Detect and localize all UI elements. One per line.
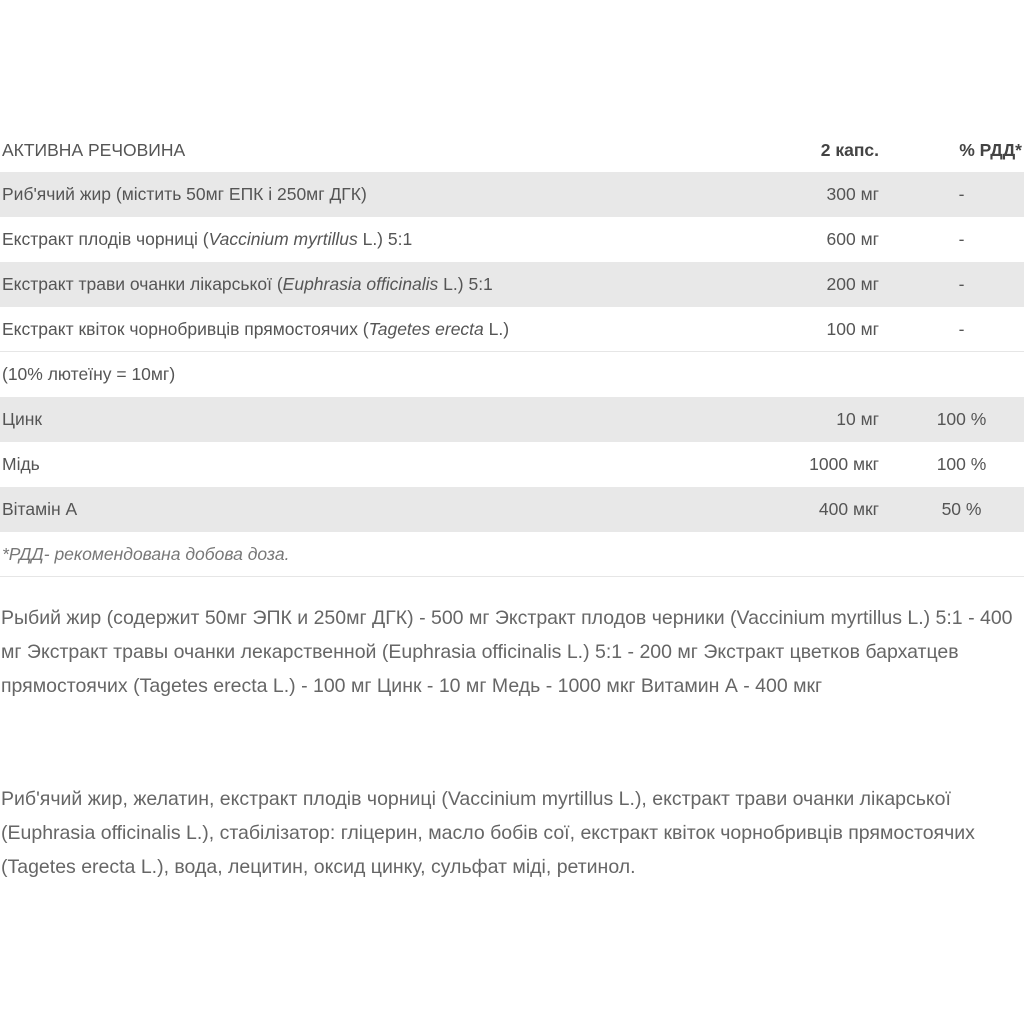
ingredient-name-text: Екстракт трави очанки лікарської (: [2, 274, 283, 294]
composition-ukrainian: Риб'ячий жир, желатин, екстракт плодів чорниці (Vaccinium myrtillus L.), екстракт трави очанки лікарської (Euphrasia officinalis L.), стабілізатор: гліцерин, масло бобів сої, екстракт квіток чорнобривців прямостоячих (Tagetes erecta L.), вода, лецитин, оксид цинку, сульфат міді, ретинол.: [1, 788, 975, 878]
table-header-row: [0, 128, 1024, 172]
ingredient-name-suffix: L.) 5:1: [438, 274, 493, 294]
table-row: [0, 307, 1024, 352]
header-amount: 2 капс.: [820, 139, 880, 160]
ingredient-amount: 300 мг: [826, 184, 880, 204]
header-rdd: % РДД*: [959, 139, 1022, 160]
ingredient-amount: 10 мг: [836, 409, 880, 429]
nutrition-table: [0, 128, 1024, 577]
ingredient-name-suffix: L.) 5:1: [357, 229, 413, 249]
table-row: [0, 262, 1024, 307]
composition-russian: Рыбий жир (содержит 50мг ЭПК и 250мг ДГК) - 500 мг Экстракт плодов черники (Vaccinium myrtillus L.) 5:1 - 400 мг Экстракт травы очанки лекарственной (Euphrasia officinalis L.) 5:1 - 200 мг Экстракт цветков бархатцев прямостоячих (Tagetes erecta L.) - 100 мг Цинк - 10 мг Медь - 1000 мкг Витамин А - 400 мкг: [1, 607, 1013, 697]
table-row: [0, 487, 1024, 532]
table-footnote-row: [0, 532, 1024, 577]
ingredient-name: [0, 229, 762, 250]
ingredient-rdd: -: [958, 184, 965, 204]
ingredient-amount: 200 мг: [826, 274, 880, 294]
ingredient-name: [0, 274, 762, 295]
ingredient-name-text: Екстракт квіток чорнобривців прямостоячих (: [2, 318, 369, 339]
header-active-substance: АКТИВНА РЕЧОВИНА: [2, 139, 186, 160]
ingredient-rdd: 100 %: [936, 454, 987, 474]
ingredient-name-text: Екстракт плодів чорниці (: [2, 229, 209, 249]
table-row: [0, 397, 1024, 442]
ingredient-rdd: 100 %: [936, 409, 987, 429]
ingredient-rdd: -: [958, 318, 965, 339]
ingredient-amount: 600 мг: [826, 229, 880, 249]
ingredient-name: Цинк: [2, 409, 43, 429]
ingredient-amount: 100 мг: [826, 318, 880, 339]
ingredient-amount: 400 мкг: [818, 499, 880, 519]
latin-name: Euphrasia officinalis: [282, 274, 439, 294]
ingredient-rdd: -: [958, 229, 965, 249]
latin-name: Tagetes erecta: [368, 318, 484, 339]
ingredient-name-suffix: L.): [483, 318, 510, 339]
table-row: [0, 217, 1024, 262]
ingredient-rdd: -: [958, 274, 965, 294]
ingredient-name: [0, 319, 762, 340]
latin-name: Vaccinium myrtillus: [208, 229, 358, 249]
ingredient-name: Вітамін А: [2, 499, 78, 519]
table-row: [0, 352, 1024, 397]
footnote: *РДД- рекомендована добова доза.: [2, 543, 290, 564]
ingredient-rdd: 50 %: [941, 499, 982, 519]
table-row: [0, 172, 1024, 217]
table-row: [0, 442, 1024, 487]
ingredient-amount: 1000 мкг: [809, 454, 880, 474]
ingredient-name: Мідь: [2, 454, 40, 474]
ingredient-note: (10% лютеїну = 10мг): [2, 364, 176, 384]
ingredient-name: Риб'ячий жир (містить 50мг ЕПК і 250мг ДГК): [2, 184, 367, 204]
